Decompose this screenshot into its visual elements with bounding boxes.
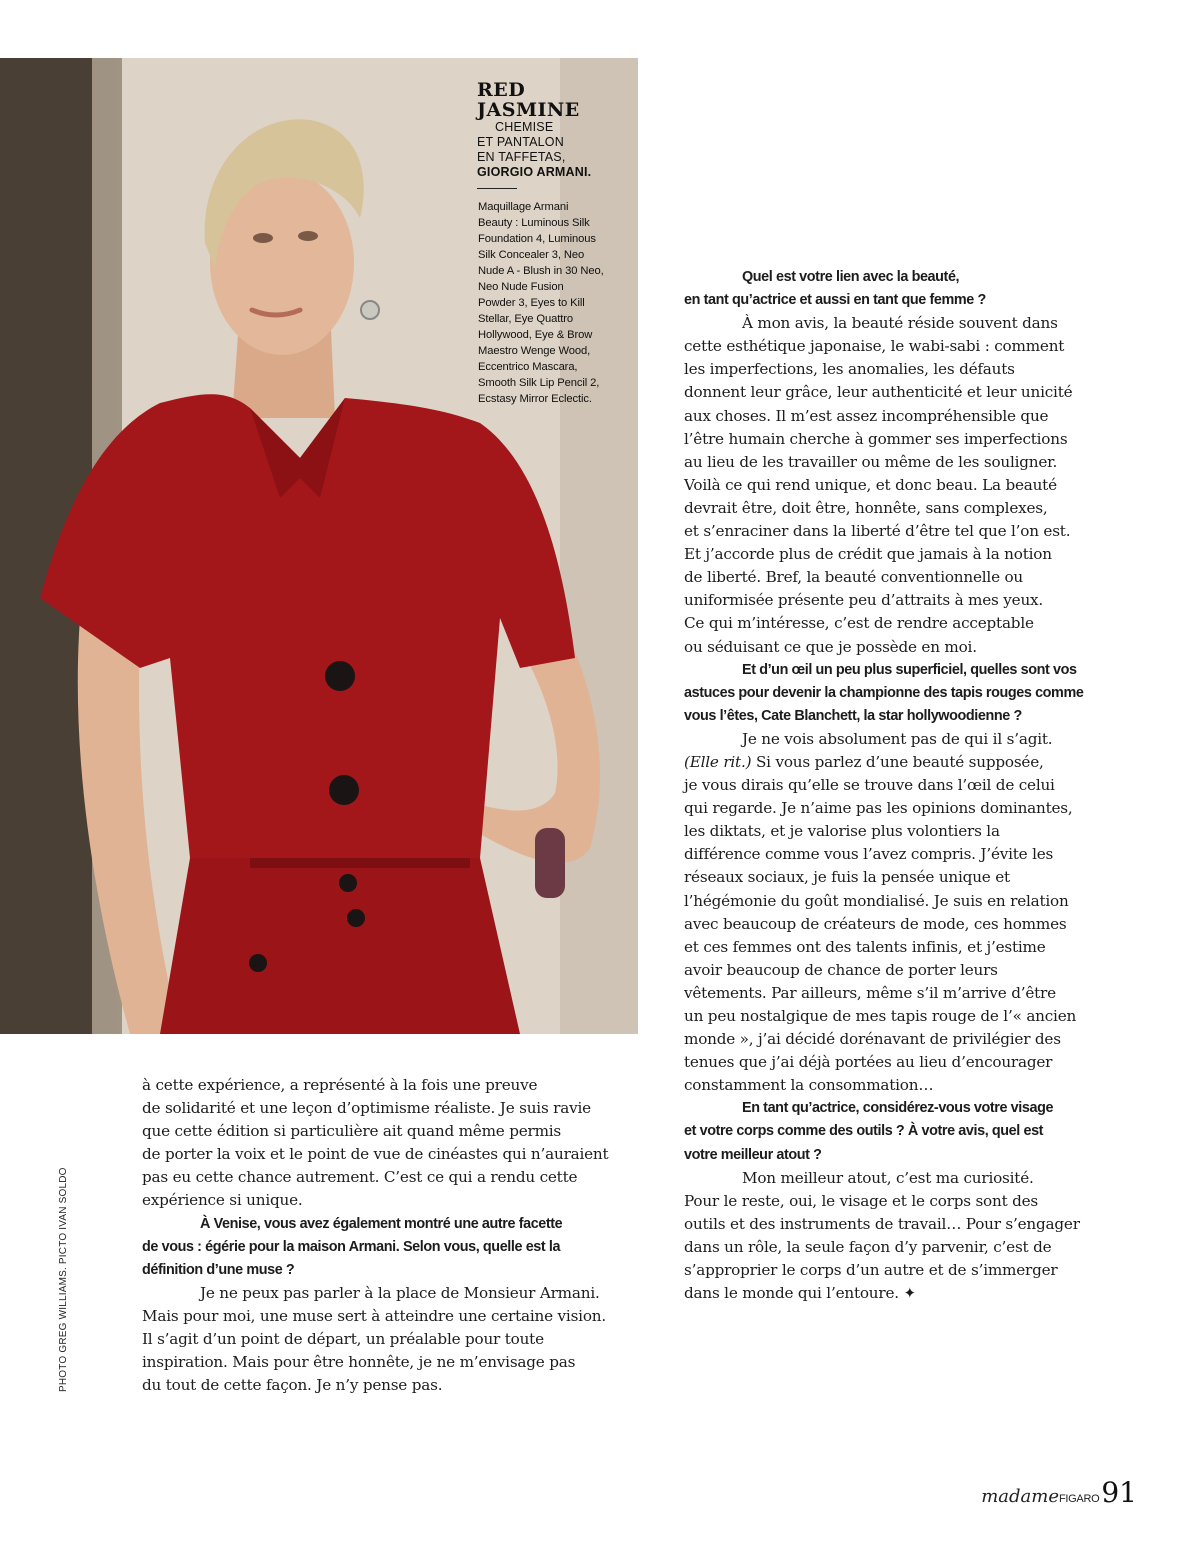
body-text-line: cette esthétique japonaise, le wabi-sabi : comment xyxy=(684,337,1065,356)
stage-direction: (Elle rit.) xyxy=(684,752,752,771)
caption-garment-line-1: CHEMISE xyxy=(495,120,554,134)
body-text-line: devrait être, doit être, honnête, sans complexes, xyxy=(684,498,1048,517)
body-text-line: réseaux sociaux, je fuis la pensée unique et xyxy=(684,868,1010,887)
body-text-line: de solidarité et une leçon d’optimisme réaliste. Je suis ravie xyxy=(142,1099,591,1118)
body-text-line: Et j’accorde plus de crédit que jamais à la notion xyxy=(684,545,1052,564)
body-text-line: tenues que j’ai déjà portées au lieu d’encourager xyxy=(684,1053,1053,1072)
makeup-line: Stellar, Eye Quattro xyxy=(478,313,574,325)
makeup-line: Neo Nude Fusion xyxy=(478,281,564,293)
interview-question-line: Et d’un œil un peu plus superficiel, quelles sont vos xyxy=(742,661,1077,678)
interview-question-line: votre meilleur atout ? xyxy=(684,1146,822,1163)
interview-question-line: définition d’une muse ? xyxy=(142,1261,295,1278)
body-text-line: de liberté. Bref, la beauté conventionnelle ou xyxy=(684,568,1024,587)
body-text-line: dans le monde qui l’entoure. ✦ xyxy=(684,1284,917,1303)
caption-garment-line-2: ET PANTALON xyxy=(477,135,564,149)
trouser-button-2 xyxy=(347,909,365,927)
interview-question-line: En tant qu’actrice, considérez-vous votre visage xyxy=(742,1100,1054,1117)
makeup-line: Beauty : Luminous Silk xyxy=(478,217,590,229)
body-text-line: Mon meilleur atout, c’est ma curiosité. xyxy=(742,1168,1034,1187)
magazine-name-part2: FIGARO xyxy=(1058,1493,1100,1505)
makeup-line: Powder 3, Eyes to Kill xyxy=(478,297,585,309)
body-text-line: s’approprier le corps d’un autre et de s’immerger xyxy=(684,1261,1058,1280)
interview-question-line: astuces pour devenir la championne des tapis rouges comme xyxy=(684,684,1084,701)
makeup-line: Silk Concealer 3, Neo xyxy=(478,249,585,261)
body-text-line: Il s’agit d’un point de départ, un préalable pour toute xyxy=(142,1330,544,1349)
body-text-line: Voilà ce qui rend unique, et donc beau. La beauté xyxy=(684,475,1057,494)
article-column-left xyxy=(142,1074,632,1397)
bracelet xyxy=(535,828,565,898)
body-text-line: Ce qui m’intéresse, c’est de rendre acceptable xyxy=(684,614,1034,633)
waistband xyxy=(250,858,470,868)
makeup-line: Nude A - Blush in 30 Neo, xyxy=(478,265,604,277)
body-text-line: je vous dirais qu’elle se trouve dans l’œil de celui xyxy=(684,776,1055,795)
caption-title-line-2: JASMINE xyxy=(477,99,580,121)
makeup-line: Ecstasy Mirror Eclectic. xyxy=(478,393,592,405)
body-text-line: ou séduisant ce que je possède en moi. xyxy=(684,637,977,656)
caption-brand: GIORGIO ARMANI. xyxy=(477,165,592,179)
body-text-line: expérience si unique. xyxy=(142,1191,303,1210)
body-text-line: un peu nostalgique de mes tapis rouge de l’« ancien xyxy=(684,1007,1077,1025)
trouser-button-1 xyxy=(339,874,357,892)
makeup-line: Maestro Wenge Wood, xyxy=(478,345,591,357)
body-text-line: les imperfections, les anomalies, les défauts xyxy=(684,360,1015,379)
interview-question-line: À Venise, vous avez également montré une autre facette xyxy=(200,1215,563,1232)
shirt-button-1 xyxy=(325,661,355,691)
makeup-line: Smooth Silk Lip Pencil 2, xyxy=(478,377,600,389)
caption-title-line-1: RED xyxy=(477,79,526,101)
body-text-line: outils et des instruments de travail… Pour s’engager xyxy=(684,1214,1080,1233)
body-text-line: constamment la consommation… xyxy=(684,1076,934,1095)
interview-question-line: en tant qu’actrice et aussi en tant que femme ? xyxy=(684,292,986,309)
body-text-line: de porter la voix et le point de vue de cinéastes qui n’auraient xyxy=(142,1145,609,1164)
interview-question-line: Quel est votre lien avec la beauté, xyxy=(742,269,960,285)
eye-right xyxy=(298,231,318,241)
body-text-line: Mais pour moi, une muse sert à atteindre une certaine vision. xyxy=(142,1306,606,1325)
body-text-line: Pour le reste, oui, le visage et le corps sont des xyxy=(684,1191,1039,1210)
body-text-line: pas eu cette chance autrement. C’est ce qui a rendu cette xyxy=(142,1168,578,1187)
body-text-line xyxy=(684,751,1089,774)
photo-credit: PHOTO GREG WILLIAMS. PICTO IVAN SOLDO xyxy=(58,1167,69,1392)
body-text-line: au lieu de les travailler ou même de les souligner. xyxy=(684,452,1058,471)
body-text-line: donnent leur grâce, leur authenticité et leur unicité xyxy=(684,383,1073,402)
article-column-right xyxy=(684,266,1089,1305)
body-text-line: l’être humain cherche à gommer ses imperfections xyxy=(684,429,1068,448)
interview-question-line: vous l’êtes, Cate Blanchett, la star hollywoodienne ? xyxy=(684,707,1022,724)
page-number: 91 xyxy=(1101,1476,1137,1509)
body-text-line: avec beaucoup de créateurs de mode, ces hommes xyxy=(684,914,1067,933)
magazine-name-part1: madame xyxy=(981,1486,1059,1507)
interview-question-line: de vous : égérie pour la maison Armani. Selon vous, quelle est la xyxy=(142,1238,561,1255)
body-text-span: Si vous parlez d’une beauté supposée, xyxy=(751,752,1044,771)
body-text-line: l’hégémonie du goût mondialisé. Je suis en relation xyxy=(684,891,1069,910)
page-folio xyxy=(981,1476,1137,1509)
body-text-line: Je ne peux pas parler à la place de Monsieur Armani. xyxy=(200,1283,600,1302)
eye-left xyxy=(253,233,273,243)
body-text-line: avoir beaucoup de chance de porter leurs xyxy=(684,960,998,979)
earring xyxy=(361,301,379,319)
makeup-line: Maquillage Armani xyxy=(478,201,569,213)
outfit-caption xyxy=(477,80,627,407)
caption-garment-line-3: EN TAFFETAS, xyxy=(477,150,566,164)
body-text-line: inspiration. Mais pour être honnête, je ne m’envisage pas xyxy=(142,1353,576,1372)
interview-question-line: et votre corps comme des outils ? À votre avis, quel est xyxy=(684,1123,1044,1140)
body-text-line: vêtements. Par ailleurs, même s’il m’arrive d’être xyxy=(684,983,1056,1002)
makeup-line: Hollywood, Eye & Brow xyxy=(478,329,593,341)
trouser-button-3 xyxy=(249,954,267,972)
makeup-line: Eccentrico Mascara, xyxy=(478,361,578,373)
body-text-line: dans un rôle, la seule façon d’y parvenir, c’est de xyxy=(684,1237,1052,1256)
body-text-line: du tout de cette façon. Je n’y pense pas. xyxy=(142,1376,443,1395)
makeup-line: Foundation 4, Luminous xyxy=(478,233,596,245)
body-text-line: aux choses. Il m’est assez incompréhensible que xyxy=(684,406,1049,425)
body-text-line: À mon avis, la beauté réside souvent dans xyxy=(742,314,1058,333)
body-text-line: à cette expérience, a représenté à la fois une preuve xyxy=(142,1076,538,1094)
body-text-line: et ces femmes ont des talents infinis, et j’estime xyxy=(684,937,1046,956)
caption-divider xyxy=(477,188,517,189)
body-text-line: différence comme vous l’avez compris. J’évite les xyxy=(684,845,1054,864)
body-text-line: et s’enraciner dans la liberté d’être tel que l’on est. xyxy=(684,522,1071,541)
body-text-line: que cette édition si particulière ait quand même permis xyxy=(142,1122,562,1141)
body-text-line: les diktats, et je valorise plus volontiers la xyxy=(684,822,1000,841)
body-text-line: qui regarde. Je n’aime pas les opinions dominantes, xyxy=(684,799,1073,818)
body-text-line: uniformisée présente peu d’attraits à mes yeux. xyxy=(684,591,1044,610)
caption-makeup-credits xyxy=(477,199,627,407)
body-text-line: Je ne vois absolument pas de qui il s’agit. xyxy=(742,729,1053,748)
shirt-button-2 xyxy=(329,775,359,805)
body-text-line: monde », j’ai décidé dorénavant de privilégier des xyxy=(684,1030,1061,1049)
